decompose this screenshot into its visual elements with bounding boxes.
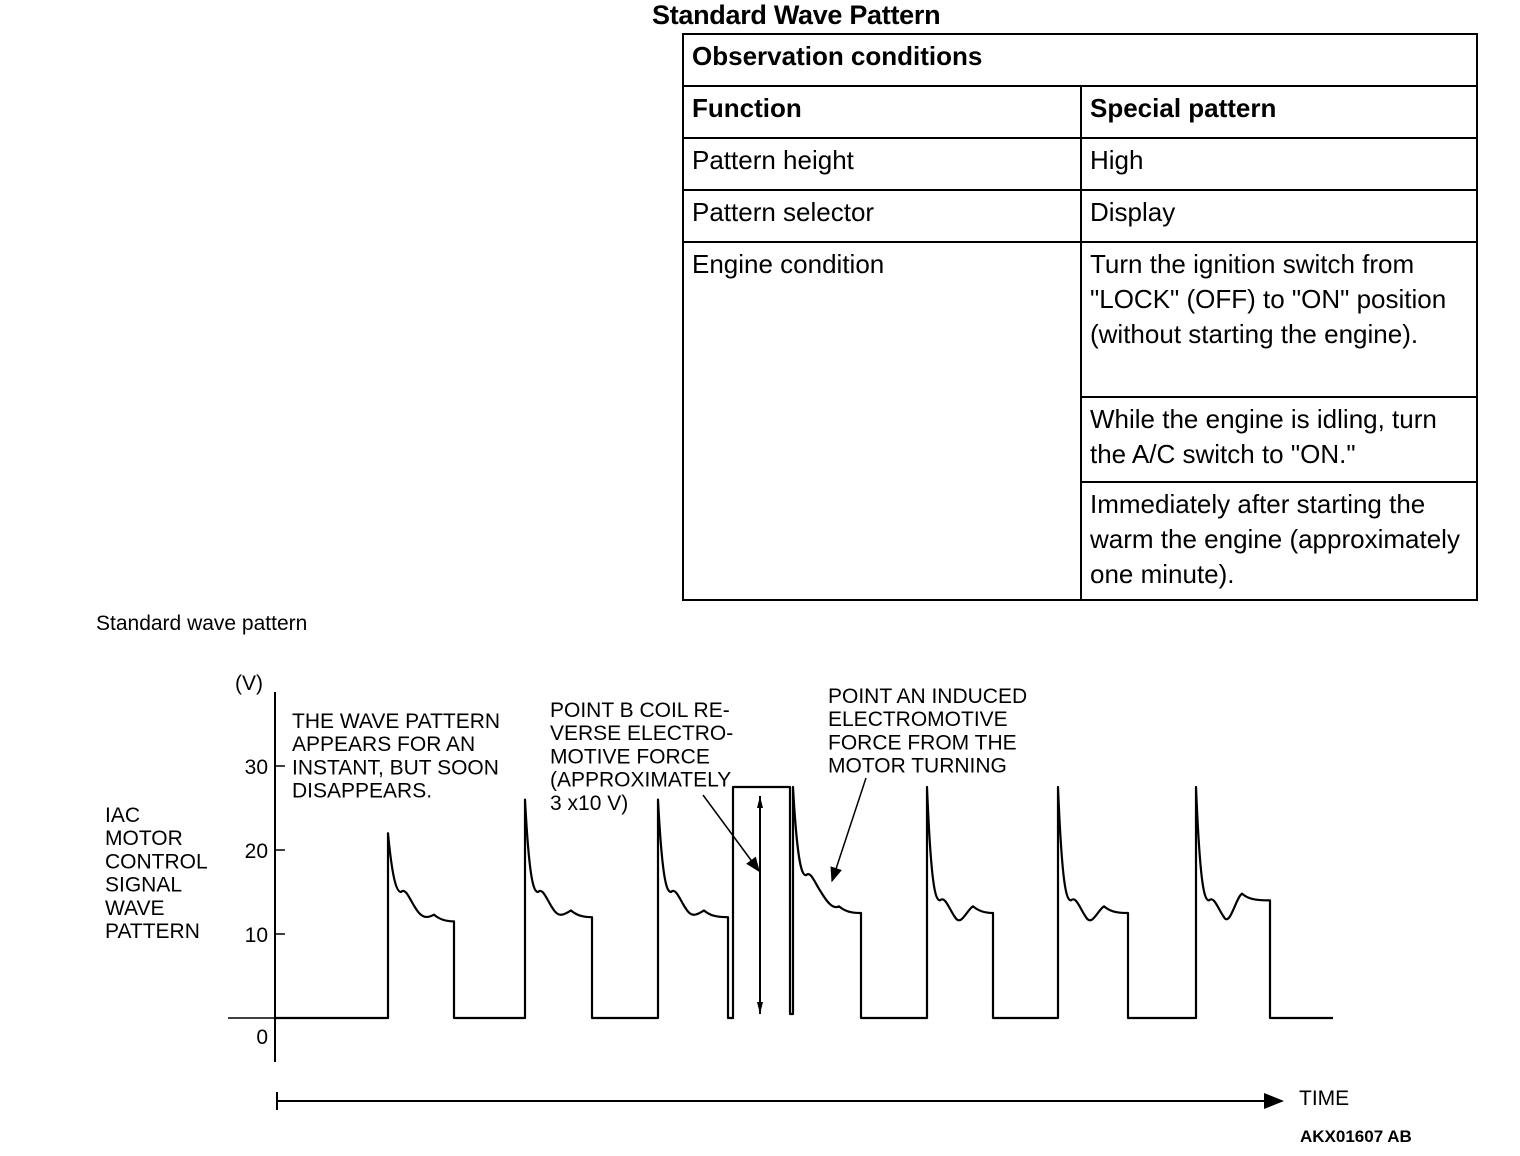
annotation-line: POINT AN INDUCED — [828, 685, 1028, 708]
signal-trace — [275, 787, 1333, 1018]
figure-caption: Standard wave pattern — [96, 612, 308, 635]
annotations — [292, 685, 1027, 815]
time-axis-label: TIME — [1299, 1087, 1350, 1110]
function-cell: Pattern height — [683, 138, 1081, 190]
annotation-line: DISAPPEARS. — [292, 779, 433, 803]
signal-wave — [275, 787, 1333, 1018]
annotation-line: (APPROXIMATELY — [550, 768, 732, 792]
y-tick-label: 30 — [244, 756, 268, 779]
special-pattern-cell: Display — [1081, 190, 1477, 242]
annotation-line: POINT B COIL RE- — [550, 699, 730, 722]
y-tick-label: 0 — [256, 1026, 268, 1049]
annotation-line: MOTOR TURNING — [828, 754, 1007, 778]
series-label-line: MOTOR — [105, 827, 183, 851]
special-pattern-cell: While the engine is idling, turn the A/C switch to "ON." — [1081, 397, 1477, 482]
function-cell: Pattern selector — [683, 190, 1081, 242]
y-tick-label: 10 — [244, 924, 268, 947]
column-header-special-pattern: Special pattern — [1081, 86, 1477, 138]
column-header-function: Function — [683, 86, 1081, 138]
special-pattern-cell: Turn the ignition switch from "LOCK" (OFF) to "ON" position (without starting the engine). — [1081, 242, 1477, 397]
series-label-line: SIGNAL — [105, 873, 183, 897]
y-axis-ticks — [245, 756, 285, 1049]
series-label-line: CONTROL — [105, 850, 208, 874]
annotation-line: MOTIVE FORCE — [550, 745, 710, 769]
special-pattern-cell: Immediately after starting the warm the engine (approximately one minute). — [1081, 482, 1477, 600]
y-axis-unit-label: (V) — [235, 672, 263, 695]
series-label — [105, 804, 208, 943]
series-label-line: WAVE — [105, 896, 165, 920]
section-heading: Standard Wave Pattern — [652, 0, 941, 30]
annotation-line: APPEARS FOR AN — [292, 733, 476, 757]
point-a-leader — [832, 778, 866, 881]
annotation-line: VERSE ELECTRO- — [550, 722, 734, 746]
point-b-arrow-up-icon — [757, 796, 763, 808]
series-label-line: IAC — [105, 804, 141, 827]
point-b-leader — [703, 795, 759, 871]
figure-code: AKX01607 AB — [1300, 1127, 1412, 1146]
function-cell: Engine condition — [683, 242, 1081, 600]
annotation-line: FORCE FROM THE — [828, 731, 1017, 755]
point-b-arrow-down-icon — [757, 1002, 763, 1014]
annotation-line: 3 x10 V) — [550, 791, 629, 815]
series-label-line: PATTERN — [105, 920, 200, 943]
annotation-line: INSTANT, BUT SOON — [292, 756, 499, 780]
special-pattern-cell: High — [1081, 138, 1477, 190]
annotation-line: THE WAVE PATTERN — [292, 710, 501, 733]
annotation-line: ELECTROMOTIVE — [828, 708, 1008, 732]
table-title: Observation conditions — [683, 34, 1477, 86]
y-tick-label: 20 — [244, 840, 268, 863]
